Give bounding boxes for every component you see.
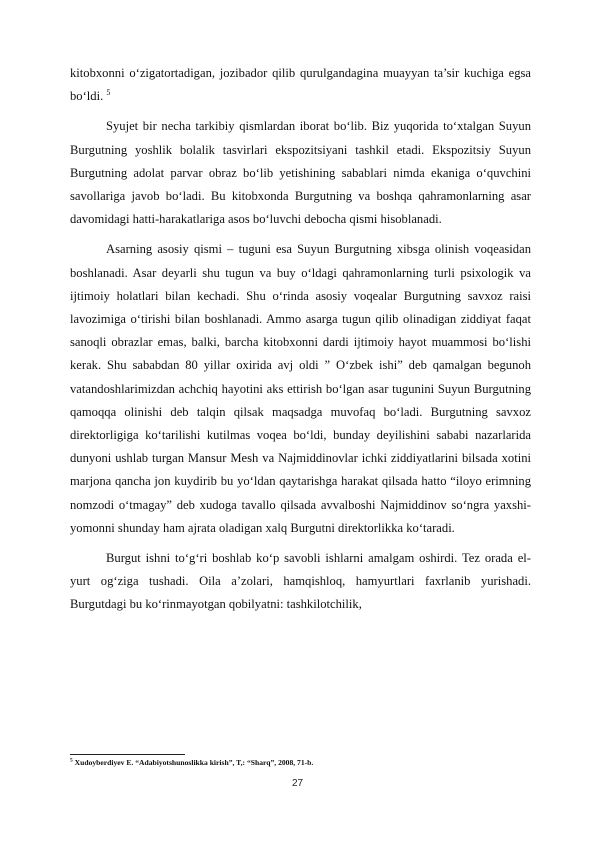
- page-number: 27: [291, 778, 304, 789]
- footnote-marker: 5: [70, 757, 73, 764]
- footnote-area: [70, 754, 531, 768]
- footnote-divider: [70, 754, 185, 755]
- footnote: [70, 758, 531, 768]
- footnote-text: Xudoyberdiyev E. “Adabiyotshunoslikka kirish”, T,: “Sharq”, 2008, 71-b.: [74, 758, 314, 767]
- footnote-reference: 5: [106, 88, 111, 98]
- page-body: [70, 62, 531, 617]
- paragraph-burgut: Burgut ishni to‘g‘ri boshlab ko‘p savobli ishlarni amalgam oshirdi. Tez orada el-yurt og‘ziga tushadi. Oila a’zolari, hamqishloq, hamyurtlari faxrlanib yurishadi. Burgutdagi bu ko‘rinmayotgan qobilyatni: tashkilotchilik,: [70, 551, 531, 612]
- paragraph-syujet: Syujet bir necha tarkibiy qismlardan iborat bo‘lib. Biz yuqorida to‘xtalgan Suyun Burgutning yoshlik bolalik tasvirlari ekspozitsiyani tashkil etadi. Ekspozitsiy Suyun Burgutning adolat parvar obraz bo‘lib yetishining sabablari nimda ekaniga o‘quvchini savollariga javob bo‘ladi. Bu kitobxonda Burgutning va boshqa qahramonlarning asar davomidagi hatti-harakatlariga asos bo‘luvchi debocha qismi hisoblanadi.: [70, 119, 531, 227]
- paragraph-text: kitobxonni o‘zigatortadigan, jozibador qilib qurulgandagina muayyan ta’sir kuchiga egsa bo‘ldi.: [70, 66, 531, 104]
- paragraph-continued: [70, 62, 531, 108]
- paragraph-asarning: Asarning asosiy qismi – tuguni esa Suyun Burgutning xibsga olinish voqeasidan boshlanadi. Asar deyarli shu tugun va buy o‘ldagi qahramonlarning turli psixologik va ijtimoiy holatlari bilan kechadi. Shu o‘rinda asosiy voqealar Burgutning savxoz raisi lavozimiga o‘tirishi bilan boshlanadi. Ammo asarga tugun qilib olinadigan ziddiyat faqat sanoqli obrazlar emas, balki, barcha kitobxonni dardi ijtimoiy hayot muammosi bo‘lishi kerak. Shu sababdan 80 yillar oxirida avj oldi ” O‘zbek ishi” deb qamalgan begunoh vatandoshlarimizdan achchiq hayotini aks ettirish bo‘lgan asar tugunini Suyun Burgutning qamoqqa olinishi deb talqin qilsak maqsadga muvofaq bo‘ladi. Burgutning savxoz direktorligiga ko‘tarilishi kutilmas voqea bo‘ldi, bunday deyilishini sababi nazarlarida dunyoni ushlab turgan Mansur Mesh va Najmiddinovlar ichki ziddiyatlarini bilsada xotini marjona qancha jon kuydirib bu yo‘ldan qaytarishga harakat qilsada hatto “iloyo erimning nomzodi o‘tmagay” deb xudoga tavallo qilsada avvalboshi Najmiddinov so‘ngra yaxshi-yomonni shunday ham ajrata oladigan xalq Burgutni direktorlikka ko‘taradi.: [70, 242, 531, 535]
